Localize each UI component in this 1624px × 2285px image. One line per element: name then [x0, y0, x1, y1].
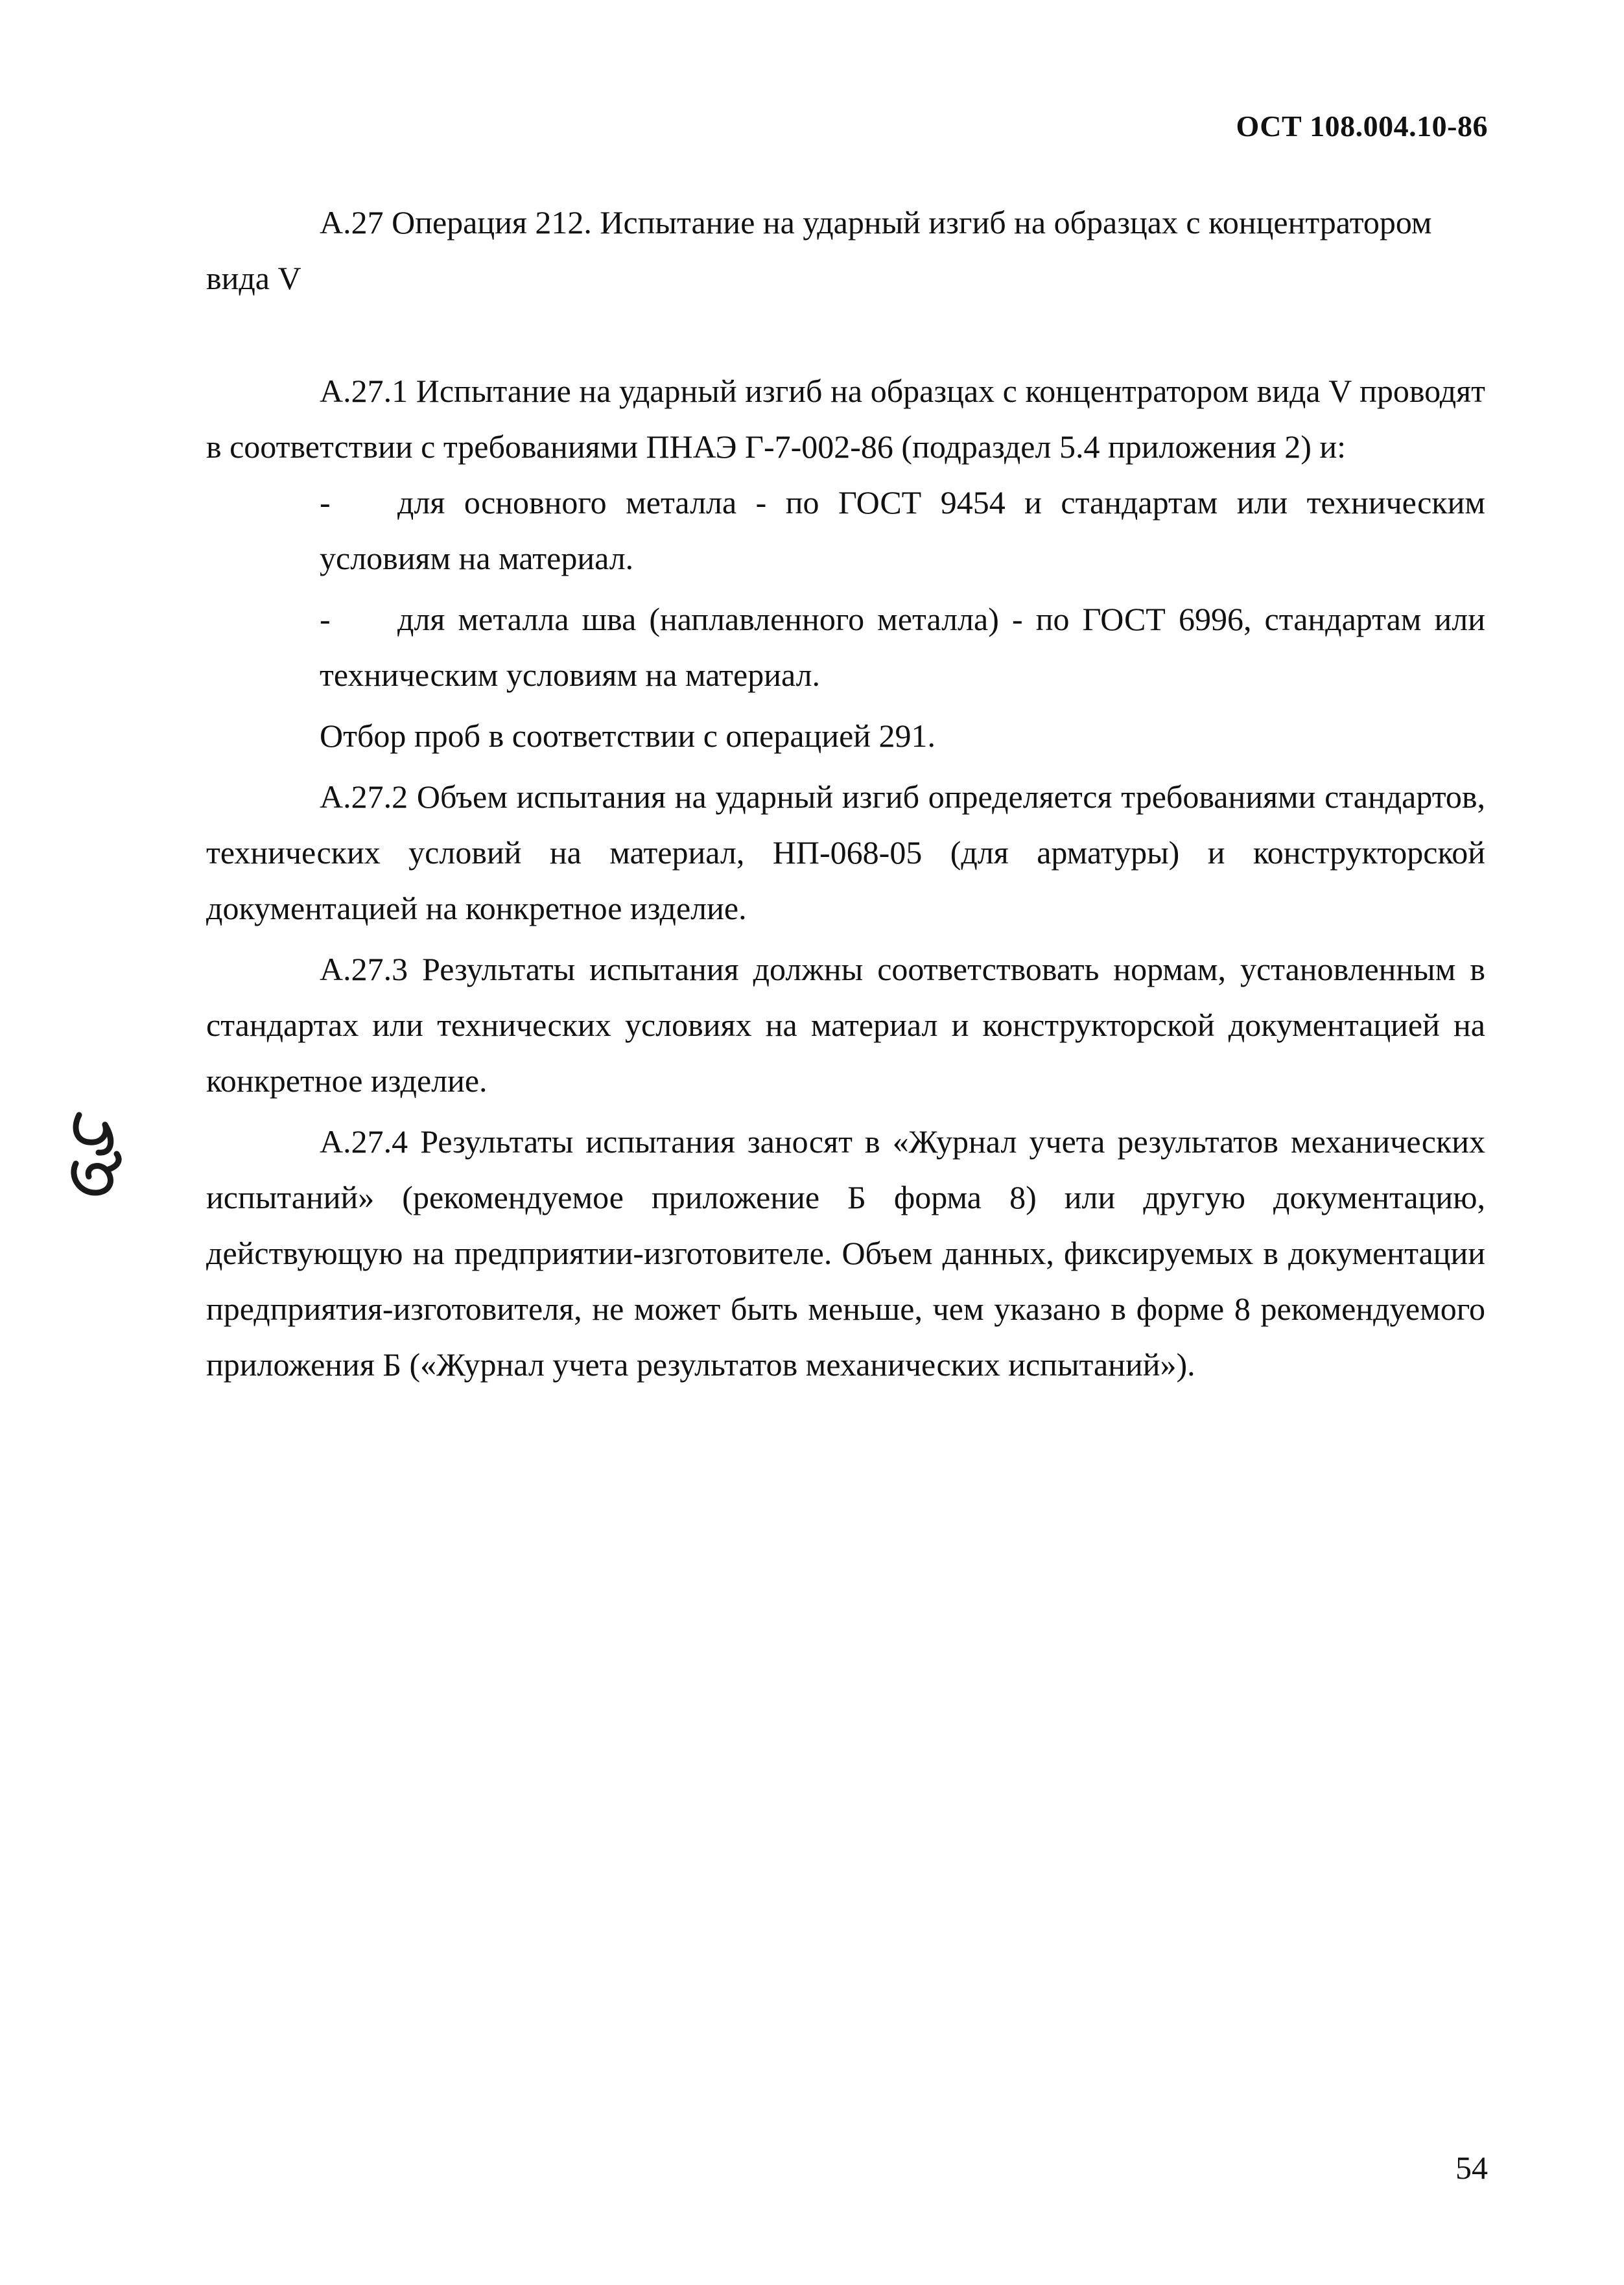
section-title [206, 194, 1485, 306]
document-code-header: ОСТ 108.004.10-86 [1236, 110, 1488, 143]
bullet-text: для металла шва (наплавленного металла) - по ГОСТ 6996, стандартам или техническим условиям на материал. [320, 601, 1485, 693]
bullet-text: для основного металла - по ГОСТ 9454 и стандартам или техническим условиям на материал. [320, 484, 1485, 576]
bullet-dash: - [320, 484, 331, 521]
handwritten-margin-mark [60, 1102, 131, 1212]
sampling-note: Отбор проб в соответствии с операцией 291. [320, 718, 936, 754]
section-title-line2: вида V [206, 260, 301, 296]
paragraph-a27-4: А.27.4 Результаты испытания заносят в «Журнал учета результатов механических испытаний» (рекомендуемое приложение Б форма 8) или другую документацию, действующую на предприятии-изготовителе. Объем данных, фиксируемых в документации предприятия-изготовителя, не может быть меньше, чем указано в форме 8 рекомендуемого приложения Б («Журнал учета результатов механических испытаний»). [206, 1123, 1485, 1383]
bullet-item [206, 475, 1485, 586]
paragraph-a27-1: А.27.1 Испытание на ударный изгиб на образцах с концентратором вида V проводят в соответствии с требованиями ПНАЭ Г-7-002-86 (подраздел 5.4 приложения 2) и: [206, 373, 1485, 465]
bullet-dash: - [320, 601, 331, 637]
section-title-line1: А.27 Операция 212. Испытание на ударный изгиб на образцах с концентратором [320, 204, 1432, 240]
bullet-item [206, 591, 1485, 703]
paragraph-a27-3: А.27.3 Результаты испытания должны соответствовать нормам, установленным в стандартах или технических условиях на материал и конструкторской документацией на конкретное изделие. [206, 951, 1485, 1099]
page-number: 54 [1455, 2150, 1488, 2186]
paragraph-a27-2: А.27.2 Объем испытания на ударный изгиб определяется требованиями стандартов, технических условий на материал, НП-068-05 (для арматуры) и конструкторской документацией на конкретное изделие. [206, 779, 1485, 926]
body-text [206, 363, 1485, 1392]
